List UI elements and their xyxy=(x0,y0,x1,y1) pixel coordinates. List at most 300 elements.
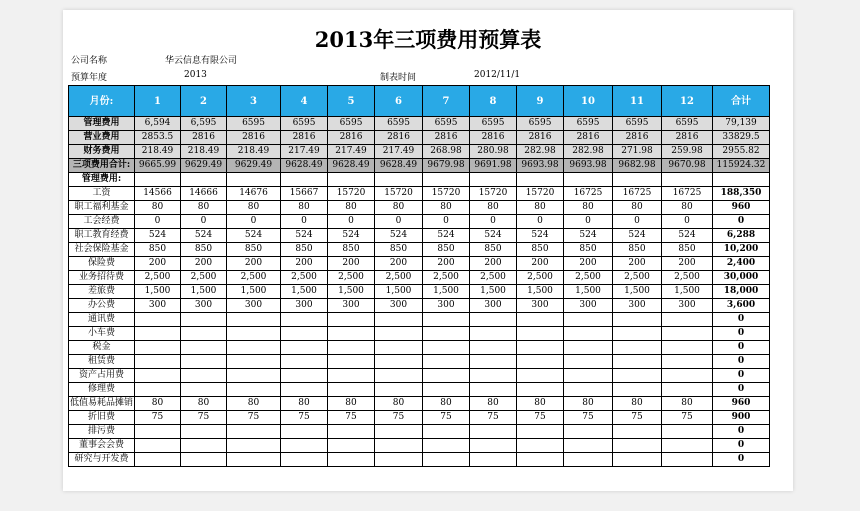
table-cell[interactable] xyxy=(135,383,181,397)
table-cell[interactable] xyxy=(328,313,375,327)
table-cell[interactable]: 80 xyxy=(328,201,375,215)
table-cell[interactable]: 0 xyxy=(227,215,281,229)
table-cell[interactable]: 6,594 xyxy=(135,117,181,131)
table-cell[interactable] xyxy=(181,313,227,327)
row-label[interactable]: 差旅费 xyxy=(69,285,135,299)
table-cell[interactable] xyxy=(470,173,517,187)
table-cell[interactable]: 850 xyxy=(328,243,375,257)
table-cell[interactable]: 80 xyxy=(375,201,423,215)
table-cell[interactable]: 80 xyxy=(281,201,328,215)
row-label[interactable]: 董事会会费 xyxy=(69,439,135,453)
row-total-cell[interactable]: 960 xyxy=(713,201,770,215)
table-cell[interactable] xyxy=(423,369,470,383)
table-cell[interactable]: 2,500 xyxy=(135,271,181,285)
table-cell[interactable]: 9670.98 xyxy=(662,159,713,173)
table-cell[interactable]: 2816 xyxy=(375,131,423,145)
table-cell[interactable]: 6595 xyxy=(517,117,564,131)
table-cell[interactable]: 14566 xyxy=(135,187,181,201)
table-cell[interactable]: 9628.49 xyxy=(281,159,328,173)
row-label[interactable]: 工会经费 xyxy=(69,215,135,229)
table-cell[interactable]: 1,500 xyxy=(375,285,423,299)
table-cell[interactable] xyxy=(564,313,613,327)
header-month-label[interactable]: 月份: xyxy=(69,86,135,117)
row-label[interactable]: 税金 xyxy=(69,341,135,355)
table-cell[interactable]: 2,500 xyxy=(423,271,470,285)
table-cell[interactable]: 80 xyxy=(423,201,470,215)
row-total-cell[interactable]: 2,400 xyxy=(713,257,770,271)
table-cell[interactable]: 0 xyxy=(423,215,470,229)
table-cell[interactable]: 75 xyxy=(662,411,713,425)
table-cell[interactable]: 1,500 xyxy=(423,285,470,299)
table-cell[interactable]: 0 xyxy=(328,215,375,229)
row-total-cell[interactable]: 0 xyxy=(713,439,770,453)
table-cell[interactable]: 300 xyxy=(564,299,613,313)
table-cell[interactable] xyxy=(328,453,375,467)
table-cell[interactable] xyxy=(662,355,713,369)
table-cell[interactable] xyxy=(281,313,328,327)
table-cell[interactable]: 0 xyxy=(517,215,564,229)
table-cell[interactable]: 2816 xyxy=(470,131,517,145)
table-cell[interactable] xyxy=(281,453,328,467)
row-total-cell[interactable]: 0 xyxy=(713,369,770,383)
table-cell[interactable]: 850 xyxy=(470,243,517,257)
row-total-cell[interactable]: 0 xyxy=(713,313,770,327)
table-cell[interactable]: 300 xyxy=(423,299,470,313)
table-cell[interactable]: 6595 xyxy=(423,117,470,131)
table-cell[interactable] xyxy=(135,453,181,467)
table-cell[interactable]: 80 xyxy=(564,201,613,215)
row-label[interactable]: 工资 xyxy=(69,187,135,201)
table-cell[interactable] xyxy=(375,383,423,397)
table-cell[interactable]: 2816 xyxy=(662,131,713,145)
table-cell[interactable]: 15720 xyxy=(375,187,423,201)
table-cell[interactable]: 218.49 xyxy=(227,145,281,159)
table-cell[interactable]: 200 xyxy=(470,257,517,271)
table-cell[interactable]: 524 xyxy=(662,229,713,243)
table-cell[interactable]: 850 xyxy=(662,243,713,257)
table-cell[interactable]: 0 xyxy=(281,215,328,229)
row-total-cell[interactable]: 188,350 xyxy=(713,187,770,201)
table-cell[interactable]: 282.98 xyxy=(564,145,613,159)
table-cell[interactable] xyxy=(517,355,564,369)
table-cell[interactable]: 80 xyxy=(181,397,227,411)
row-label[interactable]: 管理费用 xyxy=(69,117,135,131)
table-cell[interactable] xyxy=(564,369,613,383)
table-cell[interactable] xyxy=(517,341,564,355)
table-cell[interactable]: 850 xyxy=(281,243,328,257)
table-cell[interactable] xyxy=(662,341,713,355)
table-cell[interactable]: 200 xyxy=(375,257,423,271)
table-cell[interactable]: 850 xyxy=(375,243,423,257)
row-total-cell[interactable]: 3,600 xyxy=(713,299,770,313)
table-cell[interactable]: 14676 xyxy=(227,187,281,201)
table-cell[interactable] xyxy=(135,313,181,327)
table-cell[interactable]: 80 xyxy=(662,201,713,215)
table-cell[interactable]: 2816 xyxy=(423,131,470,145)
table-cell[interactable]: 217.49 xyxy=(281,145,328,159)
table-cell[interactable] xyxy=(375,327,423,341)
table-cell[interactable] xyxy=(470,439,517,453)
table-cell[interactable]: 75 xyxy=(517,411,564,425)
table-cell[interactable]: 75 xyxy=(281,411,328,425)
table-cell[interactable] xyxy=(517,453,564,467)
table-cell[interactable]: 1,500 xyxy=(281,285,328,299)
table-cell[interactable]: 80 xyxy=(470,397,517,411)
table-cell[interactable]: 2816 xyxy=(328,131,375,145)
table-cell[interactable]: 2,500 xyxy=(517,271,564,285)
header-month-10[interactable]: 10 xyxy=(564,86,613,117)
table-cell[interactable]: 1,500 xyxy=(470,285,517,299)
table-cell[interactable] xyxy=(662,425,713,439)
table-cell[interactable]: 9629.49 xyxy=(181,159,227,173)
table-cell[interactable] xyxy=(564,327,613,341)
table-cell[interactable] xyxy=(564,453,613,467)
table-cell[interactable]: 80 xyxy=(227,397,281,411)
table-cell[interactable]: 200 xyxy=(328,257,375,271)
table-cell[interactable]: 75 xyxy=(328,411,375,425)
header-month-2[interactable]: 2 xyxy=(181,86,227,117)
table-cell[interactable]: 6595 xyxy=(470,117,517,131)
table-cell[interactable] xyxy=(564,439,613,453)
table-cell[interactable]: 850 xyxy=(135,243,181,257)
table-cell[interactable]: 80 xyxy=(181,201,227,215)
table-cell[interactable]: 9665.99 xyxy=(135,159,181,173)
table-cell[interactable]: 0 xyxy=(135,215,181,229)
table-cell[interactable]: 300 xyxy=(662,299,713,313)
table-cell[interactable]: 2,500 xyxy=(375,271,423,285)
table-cell[interactable] xyxy=(517,173,564,187)
table-cell[interactable]: 2,500 xyxy=(613,271,662,285)
row-label[interactable]: 办公费 xyxy=(69,299,135,313)
table-cell[interactable] xyxy=(517,369,564,383)
table-cell[interactable]: 1,500 xyxy=(517,285,564,299)
table-cell[interactable]: 80 xyxy=(470,201,517,215)
table-cell[interactable] xyxy=(328,369,375,383)
table-cell[interactable]: 9628.49 xyxy=(375,159,423,173)
table-cell[interactable] xyxy=(423,327,470,341)
table-cell[interactable] xyxy=(227,341,281,355)
row-label[interactable]: 营业费用 xyxy=(69,131,135,145)
table-cell[interactable] xyxy=(613,327,662,341)
table-cell[interactable]: 200 xyxy=(564,257,613,271)
table-cell[interactable] xyxy=(281,439,328,453)
header-month-12[interactable]: 12 xyxy=(662,86,713,117)
table-cell[interactable] xyxy=(328,173,375,187)
row-label[interactable]: 小车费 xyxy=(69,327,135,341)
table-cell[interactable]: 2816 xyxy=(181,131,227,145)
table-cell[interactable] xyxy=(375,453,423,467)
table-cell[interactable]: 2,500 xyxy=(470,271,517,285)
table-cell[interactable]: 2,500 xyxy=(181,271,227,285)
table-cell[interactable]: 9693.98 xyxy=(517,159,564,173)
table-cell[interactable] xyxy=(181,355,227,369)
table-cell[interactable]: 1,500 xyxy=(181,285,227,299)
table-cell[interactable] xyxy=(328,327,375,341)
table-cell[interactable]: 80 xyxy=(227,201,281,215)
section-label[interactable]: 管理费用: xyxy=(69,173,135,187)
table-cell[interactable] xyxy=(135,341,181,355)
row-label[interactable]: 修理费 xyxy=(69,383,135,397)
table-cell[interactable]: 80 xyxy=(517,201,564,215)
table-cell[interactable]: 6595 xyxy=(281,117,328,131)
table-cell[interactable]: 6595 xyxy=(662,117,713,131)
table-cell[interactable] xyxy=(227,173,281,187)
table-cell[interactable]: 280.98 xyxy=(470,145,517,159)
table-cell[interactable]: 300 xyxy=(328,299,375,313)
table-cell[interactable]: 9629.49 xyxy=(227,159,281,173)
table-cell[interactable]: 75 xyxy=(135,411,181,425)
table-cell[interactable]: 200 xyxy=(181,257,227,271)
header-month-7[interactable]: 7 xyxy=(423,86,470,117)
table-cell[interactable] xyxy=(135,425,181,439)
table-cell[interactable]: 0 xyxy=(613,215,662,229)
table-cell[interactable]: 2816 xyxy=(227,131,281,145)
row-total-cell[interactable]: 0 xyxy=(713,453,770,467)
table-cell[interactable] xyxy=(328,439,375,453)
table-cell[interactable] xyxy=(181,425,227,439)
table-cell[interactable]: 217.49 xyxy=(375,145,423,159)
table-cell[interactable] xyxy=(181,453,227,467)
table-cell[interactable]: 9693.98 xyxy=(564,159,613,173)
table-cell[interactable]: 6595 xyxy=(375,117,423,131)
table-cell[interactable] xyxy=(613,173,662,187)
table-cell[interactable] xyxy=(662,369,713,383)
table-cell[interactable]: 2,500 xyxy=(662,271,713,285)
table-cell[interactable] xyxy=(423,453,470,467)
table-cell[interactable] xyxy=(227,425,281,439)
table-cell[interactable] xyxy=(423,439,470,453)
table-cell[interactable]: 1,500 xyxy=(135,285,181,299)
table-cell[interactable] xyxy=(281,369,328,383)
table-cell[interactable] xyxy=(227,327,281,341)
table-cell[interactable] xyxy=(227,355,281,369)
table-cell[interactable]: 16725 xyxy=(564,187,613,201)
table-cell[interactable]: 75 xyxy=(470,411,517,425)
row-label[interactable]: 职工教育经费 xyxy=(69,229,135,243)
header-month-9[interactable]: 9 xyxy=(517,86,564,117)
table-cell[interactable]: 2816 xyxy=(613,131,662,145)
table-cell[interactable]: 300 xyxy=(281,299,328,313)
table-cell[interactable] xyxy=(423,355,470,369)
table-cell[interactable]: 75 xyxy=(227,411,281,425)
table-cell[interactable]: 850 xyxy=(517,243,564,257)
table-cell[interactable]: 0 xyxy=(564,215,613,229)
table-cell[interactable]: 6595 xyxy=(328,117,375,131)
table-cell[interactable]: 15720 xyxy=(517,187,564,201)
table-cell[interactable] xyxy=(470,453,517,467)
table-cell[interactable] xyxy=(470,369,517,383)
table-cell[interactable]: 75 xyxy=(613,411,662,425)
table-cell[interactable] xyxy=(375,173,423,187)
table-cell[interactable]: 259.98 xyxy=(662,145,713,159)
table-cell[interactable]: 9628.49 xyxy=(328,159,375,173)
row-total-cell[interactable]: 2955.82 xyxy=(713,145,770,159)
table-cell[interactable]: 80 xyxy=(613,201,662,215)
row-total-cell[interactable]: 0 xyxy=(713,341,770,355)
table-cell[interactable]: 524 xyxy=(227,229,281,243)
table-cell[interactable] xyxy=(375,313,423,327)
table-cell[interactable]: 6595 xyxy=(227,117,281,131)
table-cell[interactable]: 2853.5 xyxy=(135,131,181,145)
table-cell[interactable] xyxy=(613,341,662,355)
table-cell[interactable]: 80 xyxy=(281,397,328,411)
table-cell[interactable]: 6,595 xyxy=(181,117,227,131)
table-cell[interactable]: 2816 xyxy=(564,131,613,145)
table-cell[interactable]: 300 xyxy=(135,299,181,313)
row-total-cell[interactable]: 30,000 xyxy=(713,271,770,285)
table-cell[interactable]: 850 xyxy=(181,243,227,257)
table-cell[interactable]: 268.98 xyxy=(423,145,470,159)
table-cell[interactable] xyxy=(564,355,613,369)
table-cell[interactable]: 524 xyxy=(281,229,328,243)
table-cell[interactable]: 80 xyxy=(328,397,375,411)
table-cell[interactable] xyxy=(564,341,613,355)
table-cell[interactable]: 300 xyxy=(517,299,564,313)
table-cell[interactable]: 1,500 xyxy=(662,285,713,299)
table-cell[interactable]: 300 xyxy=(375,299,423,313)
table-cell[interactable] xyxy=(517,313,564,327)
table-cell[interactable] xyxy=(281,341,328,355)
table-cell[interactable]: 2,500 xyxy=(564,271,613,285)
table-cell[interactable]: 15720 xyxy=(470,187,517,201)
table-cell[interactable]: 850 xyxy=(613,243,662,257)
table-cell[interactable] xyxy=(375,425,423,439)
row-total-cell[interactable]: 115924.32 xyxy=(713,159,770,173)
table-cell[interactable] xyxy=(328,355,375,369)
table-cell[interactable] xyxy=(181,383,227,397)
table-cell[interactable] xyxy=(517,425,564,439)
table-cell[interactable]: 9691.98 xyxy=(470,159,517,173)
table-cell[interactable]: 75 xyxy=(375,411,423,425)
table-cell[interactable]: 2816 xyxy=(281,131,328,145)
table-cell[interactable]: 217.49 xyxy=(328,145,375,159)
table-cell[interactable] xyxy=(181,341,227,355)
row-label[interactable]: 通讯费 xyxy=(69,313,135,327)
table-cell[interactable]: 200 xyxy=(423,257,470,271)
table-cell[interactable]: 300 xyxy=(227,299,281,313)
table-cell[interactable] xyxy=(135,355,181,369)
table-cell[interactable]: 200 xyxy=(281,257,328,271)
table-cell[interactable]: 75 xyxy=(564,411,613,425)
table-cell[interactable]: 524 xyxy=(328,229,375,243)
table-cell[interactable] xyxy=(423,425,470,439)
table-cell[interactable] xyxy=(135,173,181,187)
table-cell[interactable] xyxy=(328,341,375,355)
table-cell[interactable] xyxy=(227,453,281,467)
table-cell[interactable]: 200 xyxy=(662,257,713,271)
table-cell[interactable] xyxy=(613,383,662,397)
row-total-cell[interactable]: 6,288 xyxy=(713,229,770,243)
table-cell[interactable]: 1,500 xyxy=(564,285,613,299)
table-cell[interactable]: 850 xyxy=(227,243,281,257)
table-cell[interactable]: 850 xyxy=(423,243,470,257)
row-label[interactable]: 低值易耗品摊销 xyxy=(69,397,135,411)
table-cell[interactable]: 9682.98 xyxy=(613,159,662,173)
header-month-4[interactable]: 4 xyxy=(281,86,328,117)
table-cell[interactable] xyxy=(423,313,470,327)
table-cell[interactable] xyxy=(281,355,328,369)
table-cell[interactable]: 524 xyxy=(181,229,227,243)
table-cell[interactable] xyxy=(470,425,517,439)
table-cell[interactable] xyxy=(135,439,181,453)
row-total-cell[interactable]: 10,200 xyxy=(713,243,770,257)
table-cell[interactable]: 1,500 xyxy=(613,285,662,299)
row-label[interactable]: 资产占用费 xyxy=(69,369,135,383)
table-cell[interactable] xyxy=(613,453,662,467)
table-cell[interactable] xyxy=(281,383,328,397)
row-label[interactable]: 社会保险基金 xyxy=(69,243,135,257)
table-cell[interactable] xyxy=(662,313,713,327)
table-cell[interactable]: 6595 xyxy=(613,117,662,131)
table-cell[interactable] xyxy=(375,355,423,369)
table-cell[interactable] xyxy=(375,439,423,453)
header-month-11[interactable]: 11 xyxy=(613,86,662,117)
table-cell[interactable] xyxy=(227,383,281,397)
table-cell[interactable]: 0 xyxy=(470,215,517,229)
table-cell[interactable] xyxy=(564,383,613,397)
table-cell[interactable]: 9679.98 xyxy=(423,159,470,173)
table-cell[interactable] xyxy=(181,173,227,187)
table-cell[interactable]: 300 xyxy=(613,299,662,313)
row-total-cell[interactable]: 0 xyxy=(713,383,770,397)
table-cell[interactable] xyxy=(135,369,181,383)
row-total-cell[interactable]: 79,139 xyxy=(713,117,770,131)
table-cell[interactable]: 200 xyxy=(135,257,181,271)
table-cell[interactable] xyxy=(470,383,517,397)
table-cell[interactable] xyxy=(662,439,713,453)
table-cell[interactable] xyxy=(375,369,423,383)
row-total-cell[interactable]: 18,000 xyxy=(713,285,770,299)
table-cell[interactable]: 6595 xyxy=(564,117,613,131)
row-total-cell[interactable]: 900 xyxy=(713,411,770,425)
table-cell[interactable] xyxy=(227,439,281,453)
table-cell[interactable] xyxy=(662,383,713,397)
table-cell[interactable] xyxy=(613,425,662,439)
table-cell[interactable] xyxy=(227,313,281,327)
table-cell[interactable] xyxy=(613,369,662,383)
table-cell[interactable]: 80 xyxy=(662,397,713,411)
table-cell[interactable]: 271.98 xyxy=(613,145,662,159)
table-cell[interactable] xyxy=(470,327,517,341)
table-cell[interactable] xyxy=(375,341,423,355)
table-cell[interactable]: 80 xyxy=(135,397,181,411)
table-cell[interactable] xyxy=(470,341,517,355)
table-cell[interactable]: 2,500 xyxy=(227,271,281,285)
table-cell[interactable]: 200 xyxy=(613,257,662,271)
table-cell[interactable] xyxy=(517,439,564,453)
table-cell[interactable]: 80 xyxy=(375,397,423,411)
table-cell[interactable]: 80 xyxy=(517,397,564,411)
row-label[interactable]: 排污费 xyxy=(69,425,135,439)
table-cell[interactable]: 300 xyxy=(181,299,227,313)
table-cell[interactable]: 1,500 xyxy=(328,285,375,299)
table-cell[interactable]: 2,500 xyxy=(328,271,375,285)
table-cell[interactable]: 0 xyxy=(662,215,713,229)
table-cell[interactable]: 218.49 xyxy=(181,145,227,159)
table-cell[interactable] xyxy=(517,327,564,341)
table-cell[interactable] xyxy=(564,173,613,187)
table-cell[interactable] xyxy=(423,173,470,187)
table-cell[interactable]: 200 xyxy=(517,257,564,271)
row-label[interactable]: 租赁费 xyxy=(69,355,135,369)
row-label[interactable]: 折旧费 xyxy=(69,411,135,425)
table-cell[interactable]: 524 xyxy=(613,229,662,243)
table-cell[interactable]: 15667 xyxy=(281,187,328,201)
table-cell[interactable] xyxy=(470,313,517,327)
table-cell[interactable]: 2816 xyxy=(517,131,564,145)
table-cell[interactable] xyxy=(181,439,227,453)
row-label[interactable]: 财务费用 xyxy=(69,145,135,159)
